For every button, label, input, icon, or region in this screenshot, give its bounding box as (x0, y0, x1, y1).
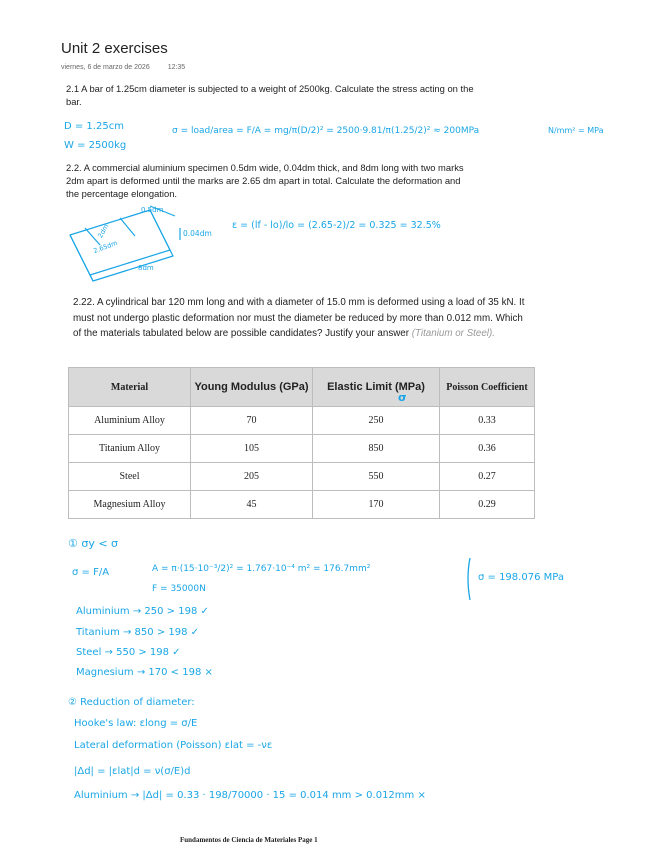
page-title: Unit 2 exercises (61, 40, 168, 57)
hand-p2-marks: 2dm (96, 222, 111, 240)
hand-p1-weight: W = 2500kg (64, 140, 127, 151)
cell-material: Magnesium Alloy (69, 491, 191, 519)
cell-young: 205 (191, 463, 313, 491)
header-poisson: Poisson Coefficient (440, 368, 535, 407)
hand-p1-formula: σ = load/area = F/A = mg/π(D/2)² = 2500·9.81/π(1.25/2)² ≈ 200MPa (172, 126, 480, 136)
hand-p2-length: 8dm (138, 264, 154, 272)
cell-poisson: 0.36 (440, 435, 535, 463)
sigma-mark: σ (398, 391, 407, 404)
hand-step2-aluminium: Aluminium → |Δd| = 0.33 · 198/70000 · 15 = 0.014 mm > 0.012mm × (74, 790, 426, 801)
cell-elastic: 550 (313, 463, 440, 491)
cell-poisson: 0.29 (440, 491, 535, 519)
hand-p2-thickness: 0.04dm (183, 229, 212, 238)
time-text: 12:35 (167, 64, 186, 71)
question-2-2: 2.2. A commercial aluminium specimen 0.5dm wide, 0.04dm thick, and 8dm long with two marks 2dm apart is deformed until the marks are 2.65 dm apart in total. Calculate the deformation and the percentage elongation. (66, 162, 464, 199)
header-young-modulus: Young Modulus (GPa) (191, 368, 313, 407)
hand-p2-formula: ε = (lf - lo)/lo = (2.65-2)/2 = 0.325 = 32.5% (232, 220, 441, 231)
date-text: viernes, 6 de marzo de 2026 (61, 64, 150, 71)
header-elastic-limit-label: Elastic Limit (MPa) (327, 381, 425, 393)
header-material: Material (69, 368, 191, 407)
hand-p1-units: N/mm² = MPa (548, 126, 604, 135)
hand-step2-delta: |Δd| = |εlat|d = ν(σ/E)d (74, 766, 191, 777)
hand-check-magnesium: Magnesium → 170 < 198 × (76, 667, 213, 678)
cell-material: Steel (69, 463, 191, 491)
question-2-22-hint: (Titanium or Steel). (411, 328, 495, 339)
hand-check-titanium: Titanium → 850 > 198 ✓ (76, 627, 200, 638)
hand-step1-result: σ = 198.076 MPa (478, 572, 564, 583)
hand-p2-final: 2.65dm (92, 238, 119, 256)
cell-young: 70 (191, 407, 313, 435)
hand-check-aluminium: Aluminium → 250 > 198 ✓ (76, 606, 209, 617)
cell-elastic: 850 (313, 435, 440, 463)
hand-step1-title: ① σy < σ (68, 537, 119, 550)
hand-p2-width: 0.5dm (141, 206, 164, 214)
hand-step2-lateral: Lateral deformation (Poisson) εlat = -νε (74, 740, 273, 751)
cell-young: 45 (191, 491, 313, 519)
cell-material: Aluminium Alloy (69, 407, 191, 435)
question-2-1: 2.1 A bar of 1.25cm diameter is subjected to a weight of 2500kg. Calculate the stress acting on the bar. (66, 83, 474, 107)
cell-young: 105 (191, 435, 313, 463)
hand-step2-title: ② Reduction of diameter: (68, 697, 195, 708)
cell-poisson: 0.33 (440, 407, 535, 435)
hand-p1-diameter: D = 1.25cm (64, 121, 124, 132)
cell-elastic: 250 (313, 407, 440, 435)
hand-step1-area: A = π·(15·10⁻³/2)² = 1.767·10⁻⁴ m² = 176.7mm² (152, 564, 371, 574)
hand-step1-force: F = 35000N (152, 584, 206, 594)
hand-step1-sigma: σ = F/A (72, 567, 110, 578)
hand-step2-hooke: Hooke's law: εlong = σ/E (74, 718, 198, 729)
cell-material: Titanium Alloy (69, 435, 191, 463)
cell-poisson: 0.27 (440, 463, 535, 491)
hand-check-steel: Steel → 550 > 198 ✓ (76, 647, 181, 658)
page-footer: Fundamentos de Ciencia de Materiales Page 1 (180, 836, 318, 844)
cell-elastic: 170 (313, 491, 440, 519)
question-2-22-text: 2.22. A cylindrical bar 120 mm long and with a diameter of 15.0 mm is deformed using a load of 35 kN. It must not undergo plastic deformation nor must the diameter be reduced by more than 0.012 mm. Which of the materials tabulated below are possible candidates? Justify your answer (73, 297, 525, 339)
